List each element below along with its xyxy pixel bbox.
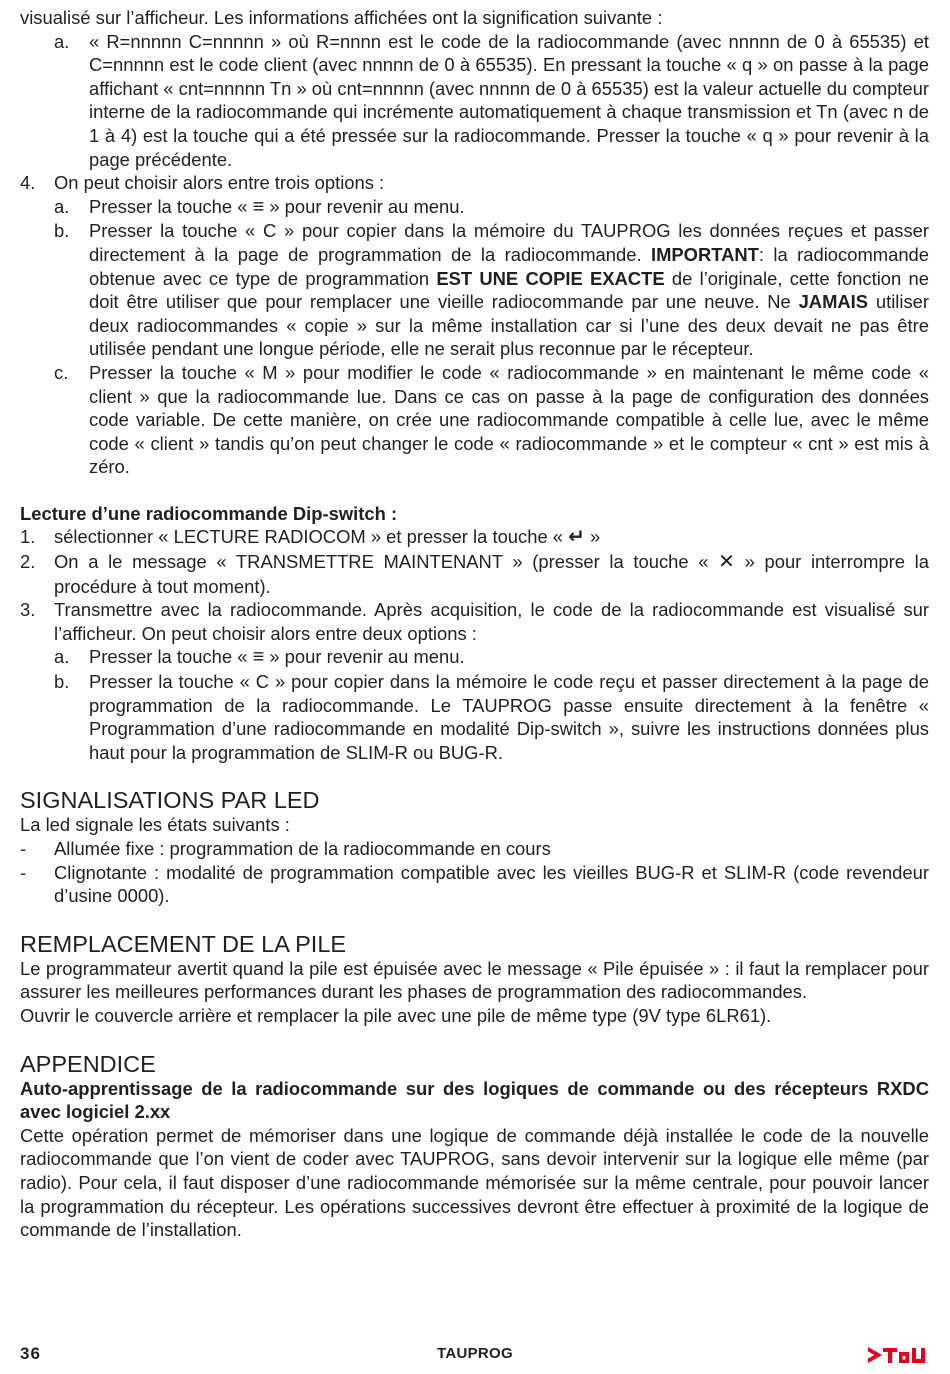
dip-step-2 [20, 550, 929, 598]
cancel-key-icon: ✕ [718, 551, 735, 574]
text-part: sélectionner « LECTURE RADIOCOM » et presser la touche « [54, 526, 569, 548]
led-item-fixed [20, 837, 929, 861]
important-label: IMPORTANT [650, 243, 759, 265]
option-c-modify [20, 361, 929, 479]
list-item-text: « R=nnnnn C=nnnnn » où R=nnnn est le code de la radiocommande (avec nnnnn de 0 à 65535) et C=nnnnn est le code client (avec nnnnn de 0 à 65535). En pressant la touche « q » on passe à la page affichant « cnt=nnnnn Tn » où cnt=nnnnn (avec nnnnn de 0 à 65535) est la valeur actuelle du compteur interne de la radiocommande qui incrémente automatiquement à chaque transmission et Tn (avec n de 1 à 4) est la touche qui a été pressée sur la radiocommande. Presser la touche « q » pour revenir à la page précédente. [89, 30, 929, 170]
enter-key-icon: ↵ [568, 526, 585, 549]
dash-marker: - [20, 838, 27, 859]
exact-copy-label: EST UNE COPIE EXACTE [436, 267, 665, 289]
dip-switch-heading: Lecture d’une radiocommande Dip-switch : [20, 502, 398, 524]
text-part: Presser la touche « C » pour copier dans la mémoire du TAUPROG les données reçues et passer directement à la page de programmation de la radiocommande. [89, 220, 929, 265]
dash-marker: - [20, 861, 27, 883]
dip-step-1 [20, 525, 929, 550]
list-item-text: Presser la touche « C » pour copier dans la mémoire le code reçu et passer directement à la page de programmation de la radiocommande. Le TAUPROG passe ensuite directement à la fenêtre « Programmation d’une radiocommande en modalité Dip-switch », suivre les instructions données plus haut pour la programmation de SLIM-R ou BUG-R. [89, 671, 929, 763]
dip-option-b [20, 670, 929, 764]
never-label: JAMAIS [798, 291, 869, 313]
page-footer [20, 1344, 930, 1366]
step-number: 2. [20, 551, 36, 573]
battery-paragraph-2: Ouvrir le couvercle arrière et remplacer la pile avec une pile de même type (9V type 6LR61). [20, 1004, 772, 1026]
text-part: utiliser deux radiocommandes « copie » sur la même installation car si l’une des deux devait ne pas être utilisée pendant une longue période, elle ne serait plus reconnue par le récepteur. [89, 291, 929, 360]
list-marker: c. [54, 361, 69, 383]
step-4 [20, 171, 929, 195]
text-part: Presser la touche « [89, 646, 253, 668]
step-text: Transmettre avec la radiocommande. Après acquisition, le code de la radiocommande est visualisé sur l’afficheur. On peut choisir alors entre deux options : [54, 599, 929, 644]
page-number: 36 [20, 1344, 41, 1363]
step-number: 3. [20, 599, 36, 621]
text-part: : la radiocommande obtenue avec ce type de programmation [89, 243, 930, 289]
dip-step-3 [20, 598, 929, 645]
step-number: 4. [20, 172, 36, 194]
text-part: » pour interrompre la procédure à tout moment). [54, 551, 929, 597]
list-item-text [89, 645, 929, 670]
text-part: de l’originale, cette fonction ne doit être utiliser que pour remplacer une vieille radiocommande par une neuve. Ne [89, 267, 929, 313]
intro-line: visualisé sur l’afficheur. Les informations affichées ont la signification suivante : [20, 7, 663, 28]
led-intro: La led signale les états suivants : [20, 814, 290, 836]
text-part: On a le message « TRANSMETTRE MAINTENANT » (presser la touche « [54, 551, 719, 573]
list-marker: a. [54, 30, 70, 52]
led-section-heading: SIGNALISATIONS PAR LED [20, 787, 320, 814]
document-page [20, 6, 929, 1242]
list-marker: a. [54, 195, 70, 217]
text-part: » [584, 526, 601, 548]
list-item-text: Presser la touche « M » pour modifier le code « radiocommande » en maintenant le même code « client » que la radiocommande lue. Dans ce cas on passe à la page de configuration des données code variable. De cette manière, on crée une radiocommande compatible à celle lue, avec le même code « client » tandis qu’on peut changer le code « radiocommande » et le compteur « cnt » est mis à zéro. [89, 361, 929, 478]
menu-key-icon: ≡ [252, 195, 265, 218]
appendix-heading: APPENDICE [20, 1050, 156, 1077]
option-a-return-menu [20, 195, 929, 220]
text-part: » pour revenir au menu. [264, 195, 465, 217]
battery-paragraph-1: Le programmateur avertit quand la pile est épuisée avec le message « Pile épuisée » : il faut la remplacer pour assurer les meilleures performances durant les phases de programmation des radiocommandes. [20, 957, 929, 1003]
led-item-text: Clignotante : modalité de programmation compatible avec les vieilles BUG-R et SLIM-R (code revendeur d’usine 0000). [54, 861, 929, 907]
list-marker: a. [54, 646, 70, 668]
menu-key-icon: ≡ [252, 646, 265, 669]
list-marker: b. [54, 671, 70, 693]
list-marker: b. [54, 220, 70, 242]
led-item-blinking [20, 861, 929, 908]
dip-option-a [20, 645, 929, 670]
step-text: On peut choisir alors entre trois options : [54, 172, 385, 194]
appendix-body: Cette opération permet de mémoriser dans une logique de commande déjà installée le code de la nouvelle radiocommande que l’on vient de coder avec TAUPROG, sans devoir intervenir sur la logique elle même (par radio). Pour cela, il faut disposer d’une radiocommande mémorisée sur la même centrale, pour pouvoir lancer la programmation du récepteur. Les opérations successives devront être effectuer à proximité de la logique de commande de l’installation. [20, 1124, 929, 1241]
list-item-a-display-codes [20, 30, 929, 172]
text-part: » pour revenir au menu. [264, 646, 465, 668]
step-text [54, 525, 929, 550]
battery-section-heading: REMPLACEMENT DE LA PILE [20, 930, 347, 957]
list-item-text [89, 195, 929, 220]
step-text [54, 550, 929, 598]
list-item-text [89, 219, 929, 361]
product-name: TAUPROG [437, 1345, 513, 1362]
led-item-text: Allumée fixe : programmation de la radiocommande en cours [54, 838, 551, 859]
appendix-subheading: Auto-apprentissage de la radiocommande sur des logiques de commande ou des récepteurs RXDC avec logiciel 2.xx [20, 1077, 929, 1123]
text-part: Presser la touche « [89, 195, 253, 217]
step-number: 1. [20, 526, 36, 548]
option-b-copy [20, 219, 929, 361]
tau-logo [868, 1344, 930, 1366]
